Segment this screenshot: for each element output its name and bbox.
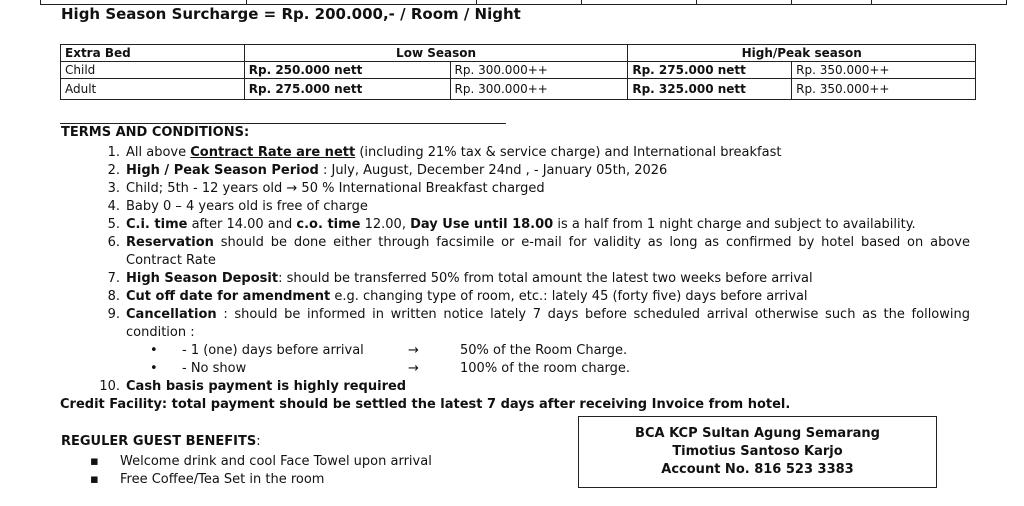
header-low-season: Low Season <box>244 45 628 62</box>
item-text: should be done either through facsimile or e-mail for validity as long as confirmed by hotel based on above Contract Rate <box>126 235 970 268</box>
credit-facility-note: Credit Facility: total payment should be settled the latest 7 days after receiving Invoice from hotel. <box>60 397 791 412</box>
item-number: 10. <box>99 379 120 394</box>
terms-title: TERMS AND CONDITIONS: <box>61 125 250 140</box>
account-holder: Timotius Santoso Karjo <box>672 444 843 459</box>
item-text: : should be informed in written notice lately 7 days before scheduled arrival otherwise such as the following condition : <box>126 307 970 340</box>
item-text: : July, August, December 24nd , - January 05th, 2026 <box>318 163 668 178</box>
list-item <box>60 144 970 162</box>
item-bold: Contract Rate are nett <box>190 145 356 160</box>
item-text: is a half from 1 night charge and subject to availability. <box>553 217 916 232</box>
item-number: 1. <box>107 145 120 160</box>
item-text: Child; 5th - 12 years old → 50 % International Breakfast charged <box>126 181 545 196</box>
item-text: : should be transferred 50% from total amount the latest two weeks before arrival <box>278 271 813 286</box>
item-number: 9. <box>107 307 120 322</box>
low-nett-cell: Rp. 275.000 nett <box>244 79 450 100</box>
cancel-charge: 100% of the room charge. <box>460 361 631 376</box>
arrow-right-icon: → <box>408 361 419 376</box>
high-rack-cell: Rp. 350.000++ <box>792 79 976 100</box>
item-text: Baby 0 – 4 years old is free of charge <box>126 199 368 214</box>
benefit-text: Free Coffee/Tea Set in the room <box>120 472 325 487</box>
high-season-surcharge: High Season Surcharge = Rp. 200.000,- / Room / Night <box>61 5 521 23</box>
list-item <box>60 198 970 216</box>
low-rack-cell: Rp. 300.000++ <box>450 62 628 79</box>
arrow-right-icon: → <box>408 343 419 358</box>
item-number: 4. <box>107 199 120 214</box>
list-item <box>60 378 970 396</box>
item-bold: c.o. time <box>296 217 361 232</box>
row-label: Adult <box>61 79 245 100</box>
cancel-when: - No show <box>182 361 247 376</box>
item-bold: Cancellation <box>126 307 217 322</box>
benefit-text: Welcome drink and cool Face Towel upon arrival <box>120 454 432 469</box>
extra-bed-table <box>60 44 976 100</box>
item-bold: Day Use until 18.00 <box>410 217 554 232</box>
list-item <box>60 162 970 180</box>
table-row <box>61 62 976 79</box>
list-item <box>150 342 970 360</box>
table-row <box>61 79 976 100</box>
bullet-icon: • <box>150 343 158 358</box>
item-number: 7. <box>107 271 120 286</box>
list-item <box>60 288 970 306</box>
list-item <box>90 453 432 471</box>
item-bold: C.i. time <box>126 217 188 232</box>
high-nett-cell: Rp. 325.000 nett <box>628 79 792 100</box>
benefits-list <box>90 453 432 489</box>
account-number: Account No. 816 523 3383 <box>661 462 854 477</box>
divider <box>60 123 506 124</box>
list-item <box>60 234 970 270</box>
cancellation-bullets <box>150 342 970 378</box>
cancel-when: - 1 (one) days before arrival <box>182 343 364 358</box>
item-bold: High / Peak Season Period <box>126 163 319 178</box>
high-rack-cell: Rp. 350.000++ <box>792 62 976 79</box>
list-item <box>90 471 432 489</box>
table-header-row <box>61 45 976 62</box>
terms-list <box>60 144 970 414</box>
item-text: after 14.00 and <box>187 217 297 232</box>
header-high-season: High/Peak season <box>628 45 976 62</box>
high-nett-cell: Rp. 275.000 nett <box>628 62 792 79</box>
item-text: e.g. changing type of room, etc.: lately 45 (forty five) days before arrival <box>330 289 808 304</box>
item-text: (including 21% tax & service charge) and International breakfast <box>355 145 782 160</box>
item-text: 12.00, <box>360 217 411 232</box>
list-item <box>60 216 970 234</box>
row-label: Child <box>61 62 245 79</box>
low-nett-cell: Rp. 250.000 nett <box>244 62 450 79</box>
list-item <box>60 180 970 198</box>
item-number: 6. <box>107 235 120 250</box>
item-text: All above <box>126 145 191 160</box>
low-rack-cell: Rp. 300.000++ <box>450 79 628 100</box>
square-bullet-icon: ▪ <box>90 454 99 469</box>
cancel-charge: 50% of the Room Charge. <box>460 343 628 358</box>
bullet-icon: • <box>150 361 158 376</box>
item-bold: Cut off date for amendment <box>126 289 331 304</box>
item-bold: Cash basis payment is highly required <box>126 379 407 394</box>
bank-name: BCA KCP Sultan Agung Semarang <box>635 426 880 441</box>
item-number: 2. <box>107 163 120 178</box>
benefits-title-text: REGULER GUEST BENEFITS <box>61 434 257 449</box>
list-item <box>60 270 970 288</box>
bank-account-box <box>578 416 937 488</box>
header-extra-bed: Extra Bed <box>61 45 245 62</box>
square-bullet-icon: ▪ <box>90 472 99 487</box>
item-number: 5. <box>107 217 120 232</box>
item-number: 8. <box>107 289 120 304</box>
benefits-title-colon: : <box>256 434 261 449</box>
item-bold: High Season Deposit <box>126 271 279 286</box>
item-number: 3. <box>107 181 120 196</box>
benefits-title <box>61 434 261 449</box>
list-item <box>60 306 970 342</box>
list-item <box>150 360 970 378</box>
item-bold: Reservation <box>126 235 214 250</box>
